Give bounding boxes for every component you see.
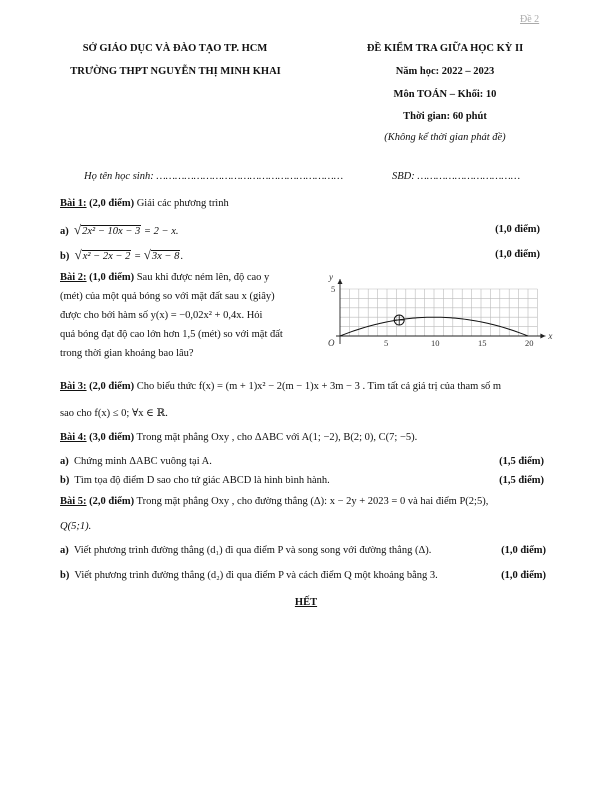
problem-2-line-5: trong thời gian khoảng bao lâu? xyxy=(60,348,194,359)
problem-1a-points: (1,0 điểm) xyxy=(495,224,540,235)
school-name: TRƯỜNG THPT NGUYỄN THỊ MINH KHAI xyxy=(70,66,281,77)
problem-4a: a) Chứng minh ΔABC vuông tại A. xyxy=(60,456,212,467)
problem-4a-points: (1,5 điểm) xyxy=(499,456,544,467)
x-axis-arrow xyxy=(540,334,545,339)
problem-4-heading: Bài 4: (3,0 điểm) Trong mặt phẳng Oxy , cho ΔABC với A(1; −2), B(2; 0), C(7; −5). xyxy=(60,432,418,443)
problem-1b-radicand-1: x² − 2x − 2 xyxy=(82,251,131,262)
projectile-height-chart xyxy=(318,268,553,358)
x-tick-label: 5 xyxy=(384,338,389,348)
problem-4b-points: (1,5 điểm) xyxy=(499,475,544,486)
problem-5a-points: (1,0 điểm) xyxy=(501,545,546,556)
exam-version-tag: Đề 2 xyxy=(520,14,540,25)
duration-note: (Không kể thời gian phát đề) xyxy=(384,132,506,143)
y-axis-arrow xyxy=(338,279,343,284)
problem-1b-radicand-2: 3x − 8 xyxy=(151,251,180,262)
problem-5b-points: (1,0 điểm) xyxy=(501,570,546,581)
problem-5-line-1: Bài 5: (2,0 điểm) Trong mặt phẳng Oxy , cho đường thẳng (Δ): x − 2y + 2023 = 0 và hai điểm P(2;5), xyxy=(60,496,489,507)
subject-grade: Môn TOÁN – Khối: 10 xyxy=(393,89,497,100)
problem-1b-points: (1,0 điểm) xyxy=(495,249,540,260)
student-name-field: Họ tên học sinh: …………………………………………………… xyxy=(84,171,344,182)
problem-1b: b) √x² − 2x − 2 = √3x − 8. xyxy=(60,247,183,262)
problem-5b: b) Viết phương trình đường thẳng (d₂) đi qua điểm P và cách điểm Q một khoảng bằng 3. xyxy=(60,570,438,581)
x-tick-label: 10 xyxy=(431,338,440,348)
x-tick-label: 20 xyxy=(525,338,534,348)
x-axis-label: x xyxy=(548,331,553,341)
problem-2-line-4: quả bóng đạt độ cao lớn hơn 1,5 (mét) so với mặt đất xyxy=(60,329,283,340)
problem-2-line-3: được cho bởi hàm số y(x) = −0,02x² + 0,4x. Hỏi xyxy=(60,310,263,321)
problem-3-line-2: sao cho f(x) ≤ 0; ∀x ∈ ℝ. xyxy=(60,408,168,419)
problem-2 xyxy=(60,268,310,363)
problem-5-line-2: Q(5;1). xyxy=(60,521,92,532)
y-tick-label: 5 xyxy=(331,284,336,294)
x-tick-label: 15 xyxy=(478,338,487,348)
y-axis-label: y xyxy=(329,272,333,282)
department-name: SỞ GIÁO DỤC VÀ ĐÀO TẠO TP. HCM xyxy=(82,43,268,54)
problem-5a: a) Viết phương trình đường thẳng (d₁) đi qua điểm P và song song với đường thẳng (Δ). xyxy=(60,545,432,556)
problem-1-heading: Bài 1: (2,0 điểm) Giải các phương trình xyxy=(60,198,229,209)
problem-3-line-1: Bài 3: (2,0 điểm) Cho biểu thức f(x) = (m + 1)x² − 2(m − 1)x + 3m − 3 . Tìm tất cả giá trị của tham số m xyxy=(60,381,502,392)
student-id-field: SBD: …………………………… xyxy=(392,171,521,182)
end-marker: HẾT xyxy=(294,597,318,608)
exam-title: ĐỀ KIỂM TRA GIỮA HỌC KỲ II xyxy=(366,43,524,54)
problem-2-line-1: Bài 2: (1,0 điểm) Sau khi được ném lên, độ cao y xyxy=(60,272,270,283)
problem-2-line-2: (mét) của một quả bóng so với mặt đất sau x (giây) xyxy=(60,291,275,302)
school-year: Năm học: 2022 – 2023 xyxy=(395,66,495,77)
origin-label: O xyxy=(328,338,335,348)
problem-4b: b) Tìm tọa độ điểm D sao cho tứ giác ABCD là hình bình hành. xyxy=(60,475,330,486)
exam-duration: Thời gian: 60 phút xyxy=(403,111,487,122)
problem-1a-radicand: 2x² − 10x − 3 xyxy=(82,226,141,237)
problem-1a: a) √2x² − 10x − 3 = 2 − x. xyxy=(60,222,179,237)
